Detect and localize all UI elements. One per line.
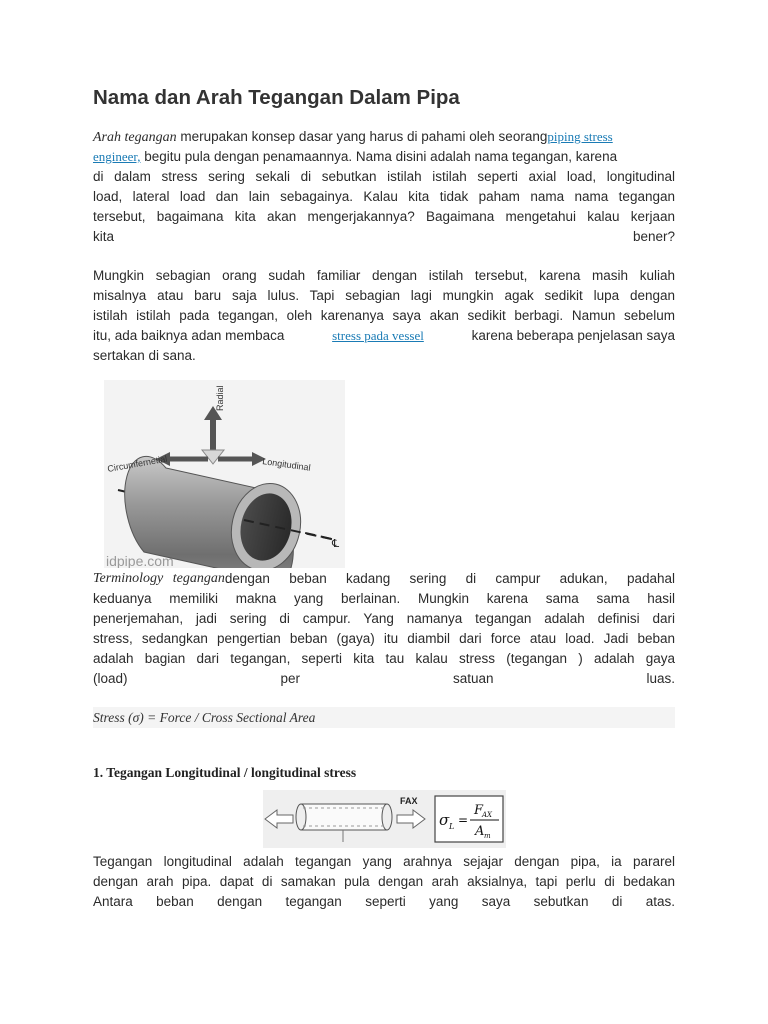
label-fax: FAX [400,796,418,806]
italic-term: Arah tegangan [93,130,177,145]
paragraph-longitudinal: Tegangan longitudinal adalah tegangan yang arahnya sejajar dengan pipa, ia pararel dengan arah pipa. dapat di samakan pula dengan arah aksialnya, tapi perlu di bedakan Antara beban dengan tegangan seperti yang saya sebutkan di atas. [93,854,675,909]
paragraph-intro: Arah tegangan merupakan konsep dasar yang harus di pahami oleh seorangpiping stress engineer, begitu pula dengan penamaannya. Nama disini adalah nama tegangan, karena di dalam stress sering sekali di sebutkan istilah istilah seperti axial load, longitudinal load, lateral load dan lain sebagainya. Kalau kita tidak paham nama nama tegangan tersebut, bagaimana kita akan mengerjakannya? Bagaimana mengetahui kalau kerjaan kita bener? [93,129,675,244]
svg-text:=: = [458,813,469,827]
longitudinal-diagram [263,790,506,848]
label-longitudinal: Longitudinal [261,456,312,473]
svg-text:L: L [449,822,455,831]
centerline-symbol: ℄ [332,537,340,550]
right-force-arrow [397,810,425,828]
pipe-stress-direction-figure [104,380,345,568]
section-heading-longitudinal: 1. Tegangan Longitudinal / longitudinal stress [93,765,357,780]
link-stress-pada-vessel[interactable]: stress pada vessel [332,328,424,343]
stress-formula: Stress (σ) = Force / Cross Sectional Area [93,707,675,728]
longitudinal-stress-figure [263,790,506,848]
paragraph-terminology: Terminology tegangan dengan beban kadang sering di campur adukan, padahal keduanya memiliki makna yang berlainan. Mungkin karena sama sama hasil penerjemahan, jadi sering di campur. Yang namanya tegangan adalah definisi dari stress, sedangkan pengertian beban (gaya) itu diambil dari force atau load. Jadi beban adalah bagian dari tegangan, seperti kita tau kalau stress (tegangan ) adalah gaya (load) per satuan luas. [93,571,675,686]
label-radial: Radial [215,385,225,411]
paragraph-second: Mungkin sebagian orang sudah familiar dengan istilah tersebut, karena masih kuliah misalnya atau baru saja lulus. Tapi sebagian lagi mungkin agak sedikit lupa dengan istilah istilah pada tegangan, oleh karenanya saya akan sedikit berbagi. Namun sebelum itu, ada baiknya adan membaca stress pada vessel karena beberapa penjelasan saya sertakan di sana. [93,268,675,363]
svg-text:AX: AX [482,811,493,819]
watermark: idpipe.com [106,553,174,568]
link-piping-stress-engineer-cont[interactable]: engineer, [93,149,141,164]
pipe-segment [301,804,387,830]
italic-term: Terminology tegangan [93,571,225,586]
svg-text:A: A [475,824,485,839]
label-circumferential: Circumfernetial [106,453,168,474]
svg-text:F: F [474,803,484,818]
left-force-arrow [265,810,293,828]
svg-text:σ: σ [439,811,450,829]
pipe-diagram [104,380,345,568]
svg-text:m: m [484,832,491,840]
page-title: Nama dan Arah Tegangan Dalam Pipa [93,86,460,109]
link-piping-stress-engineer[interactable]: piping stress [547,129,613,144]
